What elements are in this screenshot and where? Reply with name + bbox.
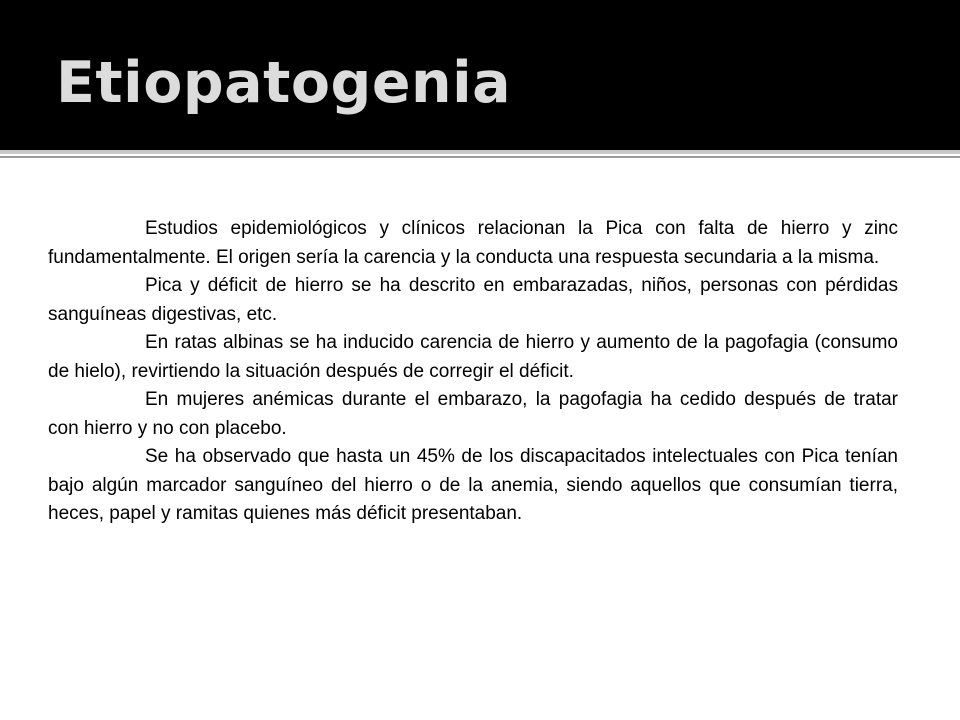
body-text — [48, 215, 898, 529]
slide-title: Etiopatogenia — [56, 50, 512, 116]
paragraph-albino-rats: En ratas albinas se ha inducido carencia de hierro y aumento de la pagofagia (consumo de hielo), revirtiendo la situación después de corregir el déficit. — [48, 332, 898, 382]
paragraph-iron-zinc: Estudios epidemiológicos y clínicos relacionan la Pica con falta de hierro y zinc fundamentalmente. El origen sería la carencia y la conducta una respuesta secundaria a la misma. — [48, 218, 898, 268]
title-bar — [0, 0, 960, 150]
paragraph-anemic-women: En mujeres anémicas durante el embarazo, la pagofagia ha cedido después de tratar con hierro y no con placebo. — [48, 389, 898, 439]
paragraph-iron-deficit: Pica y déficit de hierro se ha descrito en embarazadas, niños, personas con pérdidas sanguíneas digestivas, etc. — [48, 275, 898, 325]
paragraph-intellectual-disability: Se ha observado que hasta un 45% de los discapacitados intelectuales con Pica tenían bajo algún marcador sanguíneo del hierro o de la anemia, siendo aquellos que consumían tierra, heces, papel y ramitas quienes más déficit presentaban. — [48, 446, 898, 524]
title-divider-thin — [0, 156, 960, 158]
